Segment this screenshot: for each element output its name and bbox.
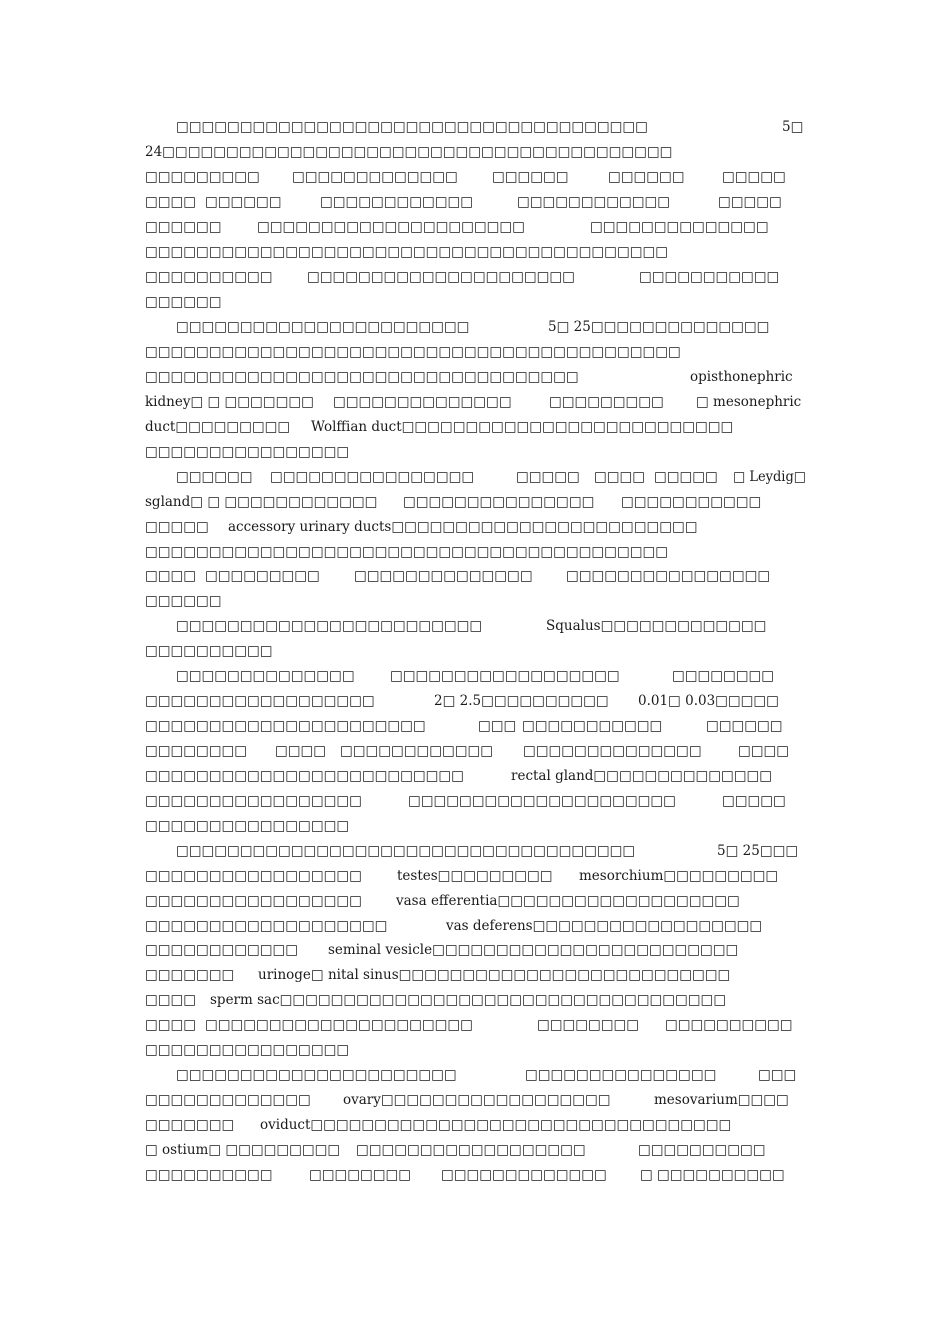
text-line bbox=[0, 690, 950, 712]
text-segment: kidney□ □ □□□□□□□ bbox=[145, 394, 314, 410]
text-line bbox=[0, 266, 950, 288]
text-segment: □□□□□□ bbox=[145, 294, 222, 310]
text-line bbox=[0, 640, 950, 662]
text-line bbox=[0, 565, 950, 587]
text-segment: ovary□□□□□□□□□□□□□□□□□□ bbox=[343, 1092, 611, 1108]
text-segment: □□□□□□□□□□□□□□□□□□□□□□□□ bbox=[176, 618, 483, 634]
text-line bbox=[0, 1014, 950, 1036]
text-segment: □□□□□□□□□□□□□□□□□□□□□□□□□□□□□□□□□□□□□□□□□ bbox=[145, 244, 668, 260]
text-line bbox=[0, 765, 950, 787]
text-segment: □□□□□ bbox=[722, 169, 786, 185]
text-segment: □□□□ bbox=[145, 568, 197, 584]
text-segment: □□□□□□ bbox=[706, 718, 783, 734]
text-segment: □□□□□□ bbox=[176, 469, 253, 485]
text-segment: □□□□ bbox=[145, 1017, 197, 1033]
text-segment: 2□ 2.5□□□□□□□□□□ bbox=[434, 693, 609, 709]
text-segment: mesorchium□□□□□□□□□ bbox=[579, 868, 779, 884]
text-segment: vas deferens□□□□□□□□□□□□□□□□□□ bbox=[446, 918, 763, 934]
text-segment: □□□□□ bbox=[654, 469, 718, 485]
text-segment: opisthonephric bbox=[690, 369, 793, 385]
text-line bbox=[0, 939, 950, 961]
text-segment: Wolffian duct□□□□□□□□□□□□□□□□□□□□□□□□□□ bbox=[311, 419, 734, 435]
text-segment: mesovarium□□□□ bbox=[654, 1092, 789, 1108]
text-segment: 5□ 25□□□□□□□□□□□□□□ bbox=[548, 319, 770, 335]
text-line bbox=[0, 291, 950, 313]
text-line bbox=[0, 665, 950, 687]
text-segment: 5□ bbox=[782, 119, 804, 135]
text-segment: □□□□□□□□□□□□□□□□□□□ bbox=[145, 918, 388, 934]
text-segment: □□□□□□□□□□□□□□□□□ bbox=[145, 868, 362, 884]
text-segment: □□□□□□□□□□ bbox=[665, 1017, 793, 1033]
text-line bbox=[0, 1164, 950, 1186]
text-segment: □□□□□□□□□□□□ bbox=[320, 194, 474, 210]
text-segment: □□□□□ bbox=[718, 194, 782, 210]
text-segment: urinoge□ nital sinus□□□□□□□□□□□□□□□□□□□□□□□□□□ bbox=[258, 967, 731, 983]
text-segment: 24□□□□□□□□□□□□□□□□□□□□□□□□□□□□□□□□□□□□□□□□ bbox=[145, 144, 673, 160]
text-segment: □ □□□□□□□□□□ bbox=[640, 1167, 785, 1183]
text-segment: □□□□□□□□□□□□□ bbox=[441, 1167, 607, 1183]
text-segment: oviduct□□□□□□□□□□□□□□□□□□□□□□□□□□□□□□□□□ bbox=[260, 1117, 732, 1133]
text-segment: □□□□□□□□□□□□□□□□□□□□□□□□□□□□□□□□□□□□ bbox=[176, 843, 636, 859]
text-segment: □□□□□□□□□□□□□□□□□□□□□□□□□□□□□□□□□□□□□ bbox=[176, 119, 648, 135]
text-segment: □□□□□□□□□□□□ bbox=[340, 743, 494, 759]
text-line bbox=[0, 1039, 950, 1061]
text-segment: □□□□□□□□□□□□□□□□□□□□□ bbox=[307, 269, 575, 285]
text-segment: □□□□ bbox=[145, 194, 197, 210]
text-segment: □□□□□□ bbox=[145, 593, 222, 609]
text-segment: □□□□□□□□□□□□□□□□□ bbox=[145, 893, 362, 909]
text-segment: □□□□□□□□□□ bbox=[145, 1167, 273, 1183]
text-segment: □□□□□ bbox=[145, 519, 209, 535]
text-line bbox=[0, 989, 950, 1011]
text-line bbox=[0, 890, 950, 912]
text-segment: □□□□□□□□□□□□□□□□ bbox=[270, 469, 475, 485]
text-segment: □□□□□□□□□□□□□□□□□□ bbox=[356, 1142, 586, 1158]
text-segment: □□□□□□ bbox=[145, 219, 222, 235]
text-line bbox=[0, 191, 950, 213]
text-segment: testes□□□□□□□□□ bbox=[397, 868, 553, 884]
text-line bbox=[0, 241, 950, 263]
text-segment: □□□□□□□□□□□□□□ bbox=[590, 219, 769, 235]
text-segment: □□□□□□□□□ bbox=[205, 568, 320, 584]
text-segment: □□□□□□□□□□□□□□ bbox=[176, 668, 355, 684]
text-line bbox=[0, 615, 950, 637]
text-line bbox=[0, 541, 950, 563]
text-segment: □□□□□□□□□□ bbox=[145, 643, 273, 659]
text-segment: □ Leydig□ bbox=[733, 469, 807, 485]
text-segment: □□□□□□□□□□□□ bbox=[517, 194, 671, 210]
text-segment: □□□□□□□□□ bbox=[145, 169, 260, 185]
text-line bbox=[0, 715, 950, 737]
text-segment: □□□□□□□□□□□□□□□ bbox=[403, 494, 595, 510]
text-line bbox=[0, 915, 950, 937]
text-segment: □□□□□□□□□□□□□□□□□□□□□□ bbox=[145, 718, 426, 734]
text-segment: rectal gland□□□□□□□□□□□□□□ bbox=[511, 768, 773, 784]
text-line bbox=[0, 341, 950, 363]
text-line bbox=[0, 391, 950, 413]
text-segment: 5□ 25□□□ bbox=[717, 843, 799, 859]
text-segment: □□□□□□□□□□□□□□□□□□□□□ bbox=[408, 793, 676, 809]
text-line bbox=[0, 815, 950, 837]
text-segment: □□□□□□□□ bbox=[145, 743, 248, 759]
text-segment: duct□□□□□□□□□ bbox=[145, 419, 291, 435]
text-segment: □□□□□□□□□□□□□□□□□□□□□□□□□□□□□□□□□□□□□□□□□□ bbox=[145, 344, 681, 360]
text-line bbox=[0, 491, 950, 513]
text-segment: □□□□□□□□□□□□□ bbox=[145, 1092, 311, 1108]
text-line bbox=[0, 441, 950, 463]
text-segment: □ mesonephric bbox=[696, 394, 802, 410]
text-line bbox=[0, 1114, 950, 1136]
text-segment: sgland□ □ □□□□□□□□□□□□ bbox=[145, 494, 378, 510]
text-segment: □□□□□□□□□□□□□□□□ bbox=[145, 444, 350, 460]
text-segment: □□□□□□□□ bbox=[309, 1167, 412, 1183]
text-segment: □□□□□□□□□□□□ bbox=[145, 942, 299, 958]
text-segment: □□□□□□□□□□□□□□□□□□ bbox=[390, 668, 620, 684]
text-line bbox=[0, 790, 950, 812]
text-segment: □□□□□□ bbox=[205, 194, 282, 210]
text-segment: □□□□□□□□□□□ bbox=[522, 718, 663, 734]
text-segment: sperm sac□□□□□□□□□□□□□□□□□□□□□□□□□□□□□□□□□□□ bbox=[210, 992, 727, 1008]
text-segment: □□□□□□ bbox=[608, 169, 685, 185]
text-line bbox=[0, 466, 950, 488]
text-line bbox=[0, 865, 950, 887]
text-line bbox=[0, 116, 950, 138]
text-segment: □□□□□□□□□□□□□□ bbox=[333, 394, 512, 410]
text-segment: □□□□□□□□□□□□□□□□□□□□□ bbox=[257, 219, 525, 235]
text-segment: □□□□ bbox=[738, 743, 790, 759]
text-segment: □□□ bbox=[758, 1067, 797, 1083]
text-segment: □□□□□□□□□□□□□□□□□□□□□□□ bbox=[176, 319, 470, 335]
text-line bbox=[0, 740, 950, 762]
text-segment: vasa efferentia□□□□□□□□□□□□□□□□□□□ bbox=[396, 893, 740, 909]
text-segment: □□□□□□□□□□□□□□□ bbox=[525, 1067, 717, 1083]
text-line bbox=[0, 1089, 950, 1111]
text-segment: □□□□□□□□□□□□□ bbox=[292, 169, 458, 185]
text-segment: □□□□□□□□□□□□□□□□□□□□□□□□□□□□□□□□□□ bbox=[145, 369, 579, 385]
text-segment: □□□□□□□□□□□□□□□□ bbox=[145, 818, 350, 834]
text-line bbox=[0, 1064, 950, 1086]
text-segment: □□□□□□□□□□□ bbox=[621, 494, 762, 510]
text-segment: Squalus□□□□□□□□□□□□□ bbox=[546, 618, 767, 634]
text-segment: □□□□□□□□□ bbox=[549, 394, 664, 410]
text-segment: □□□□□□□□□□□□□□□□ bbox=[566, 568, 771, 584]
text-segment: seminal vesicle□□□□□□□□□□□□□□□□□□□□□□□□ bbox=[328, 942, 739, 958]
text-segment: □□□□□□□□□□□□□□ bbox=[354, 568, 533, 584]
text-line bbox=[0, 964, 950, 986]
text-segment: □□□□ bbox=[275, 743, 327, 759]
text-segment: □□□ bbox=[478, 718, 517, 734]
text-segment: □□□□□□□□□□□□□□□□ bbox=[145, 1042, 350, 1058]
text-line bbox=[0, 840, 950, 862]
text-segment: □□□□□□□□□□□□□□□□□□□□□ bbox=[205, 1017, 473, 1033]
text-segment: □□□□□□ bbox=[492, 169, 569, 185]
text-line bbox=[0, 366, 950, 388]
text-segment: □□□□□□□□ bbox=[537, 1017, 640, 1033]
text-segment: accessory urinary ducts□□□□□□□□□□□□□□□□□□□□□□□□ bbox=[228, 519, 698, 535]
text-segment: □□□□□□□□□□□□□□ bbox=[523, 743, 702, 759]
text-segment: □□□□□□□□□□□□□□□□□□□□□□□□□ bbox=[145, 768, 464, 784]
text-line bbox=[0, 216, 950, 238]
text-line bbox=[0, 590, 950, 612]
text-segment: □□□□ bbox=[594, 469, 646, 485]
text-line bbox=[0, 1139, 950, 1161]
text-line bbox=[0, 166, 950, 188]
text-segment: 0.01□ 0.03□□□□□ bbox=[638, 693, 779, 709]
text-line bbox=[0, 416, 950, 438]
text-segment: □□□□□□□ bbox=[145, 1117, 235, 1133]
text-segment: □ ostium□ □□□□□□□□□ bbox=[145, 1142, 341, 1158]
text-segment: □□□□□□□□□□□□□□□□□□□□□□□□□□□□□□□□□□□□□□□□□ bbox=[145, 544, 668, 560]
text-segment: □□□□□□□□□□ bbox=[145, 269, 273, 285]
text-segment: □□□□□□□□ bbox=[672, 668, 775, 684]
text-segment: □□□□□□□□□□□□□□□□□□□□□□ bbox=[176, 1067, 457, 1083]
text-line bbox=[0, 141, 950, 163]
text-segment: □□□□□□□□□□ bbox=[638, 1142, 766, 1158]
text-segment: □□□□□ bbox=[722, 793, 786, 809]
text-segment: □□□□□□□□□□□□□□□□□ bbox=[145, 793, 362, 809]
text-segment: □□□□□ bbox=[516, 469, 580, 485]
text-segment: □□□□□□□□□□□ bbox=[639, 269, 780, 285]
text-line bbox=[0, 316, 950, 338]
text-segment: □□□□□□□ bbox=[145, 967, 235, 983]
text-segment: □□□□ bbox=[145, 992, 197, 1008]
text-segment: □□□□□□□□□□□□□□□□□□ bbox=[145, 693, 375, 709]
text-line bbox=[0, 516, 950, 538]
